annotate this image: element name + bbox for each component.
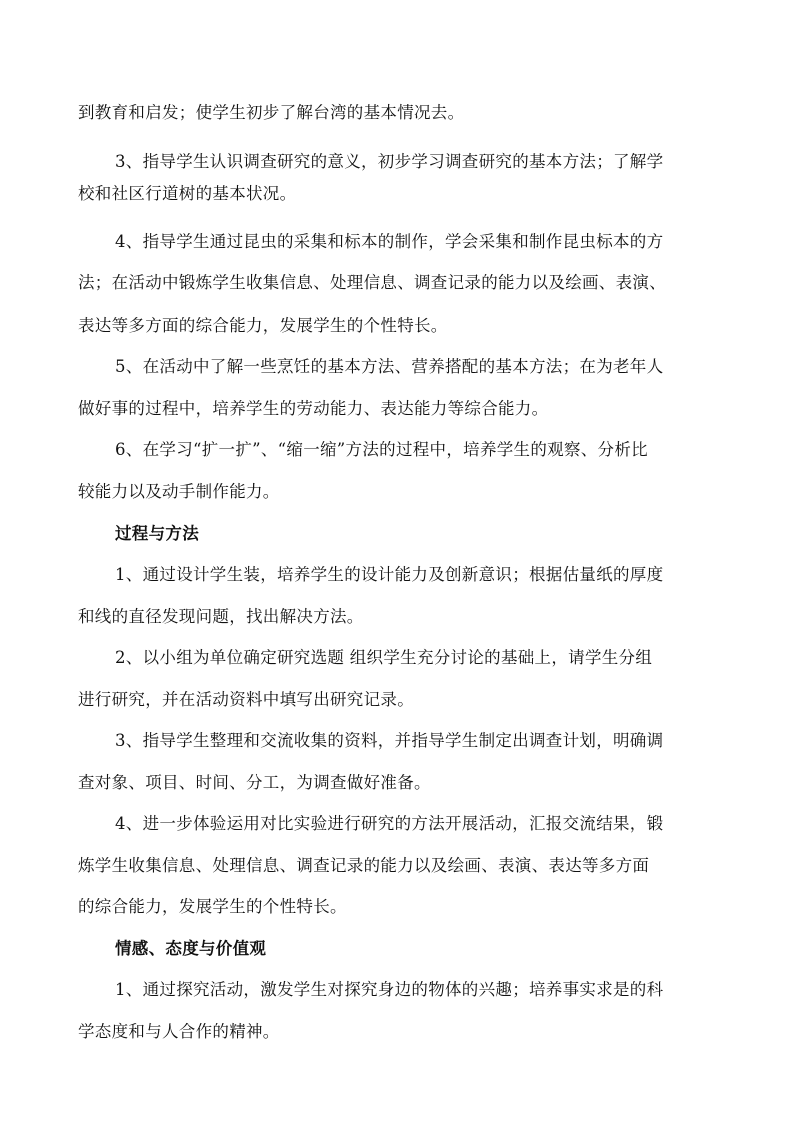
text-line-16: 3、指导学生整理和交流收集的资料，并指导学生制定出调查计划，明确调 — [115, 731, 664, 750]
text-line-7: 5、在活动中了解一些烹饪的基本方法、营养搭配的基本方法；在为老年人 — [115, 357, 664, 376]
section-heading-emotion-attitude-values: 情感、态度与价值观 — [115, 939, 267, 958]
text-line-5: 法；在活动中锻炼学生收集信息、处理信息、调查记录的能力以及绘画、表演、 — [78, 273, 666, 292]
text-line-23: 学态度和与人合作的精神。 — [78, 1022, 280, 1041]
section-heading-process-methods: 过程与方法 — [115, 524, 199, 543]
text-line-17: 查对象、项目、时间、分工，为调查做好准备。 — [78, 773, 431, 792]
text-line-22: 1、通过探究活动，激发学生对探究身边的物体的兴趣；培养事实求是的科 — [115, 980, 664, 999]
text-line-18: 4、进一步体验运用对比实验进行研究的方法开展活动，汇报交流结果，锻 — [115, 814, 664, 833]
text-line-14: 2、以小组为单位确定研究选题 组织学生充分讨论的基础上，请学生分组 — [115, 648, 653, 667]
text-line-10: 较能力以及动手制作能力。 — [78, 482, 280, 501]
text-line-4: 4、指导学生通过昆虫的采集和标本的制作，学会采集和制作昆虫标本的方 — [115, 232, 664, 251]
text-line-2: 3、指导学生认识调查研究的意义，初步学习调查研究的基本方法；了解学 — [115, 152, 664, 171]
text-line-15: 进行研究，并在活动资料中填写出研究记录。 — [78, 690, 414, 709]
text-line-12: 1、通过设计学生装，培养学生的设计能力及创新意识；根据估量纸的厚度 — [115, 565, 664, 584]
text-line-20: 的综合能力，发展学生的个性特长。 — [78, 897, 347, 916]
text-line-1: 到教育和启发；使学生初步了解台湾的基本情况去。 — [78, 103, 465, 122]
text-line-6: 表达等多方面的综合能力，发展学生的个性特长。 — [78, 316, 448, 335]
text-line-8: 做好事的过程中，培养学生的劳动能力、表达能力等综合能力。 — [78, 399, 549, 418]
text-line-3: 校和社区行道树的基本状况。 — [78, 184, 297, 203]
text-line-19: 炼学生收集信息、处理信息、调查记录的能力以及绘画、表演、表达等多方面 — [78, 856, 650, 875]
text-line-9: 6、在学习“扩一扩”、“缩一缩”方法的过程中，培养学生的观察、分析比 — [115, 440, 648, 459]
text-line-13: 和线的直径发现问题，找出解决方法。 — [78, 607, 364, 626]
